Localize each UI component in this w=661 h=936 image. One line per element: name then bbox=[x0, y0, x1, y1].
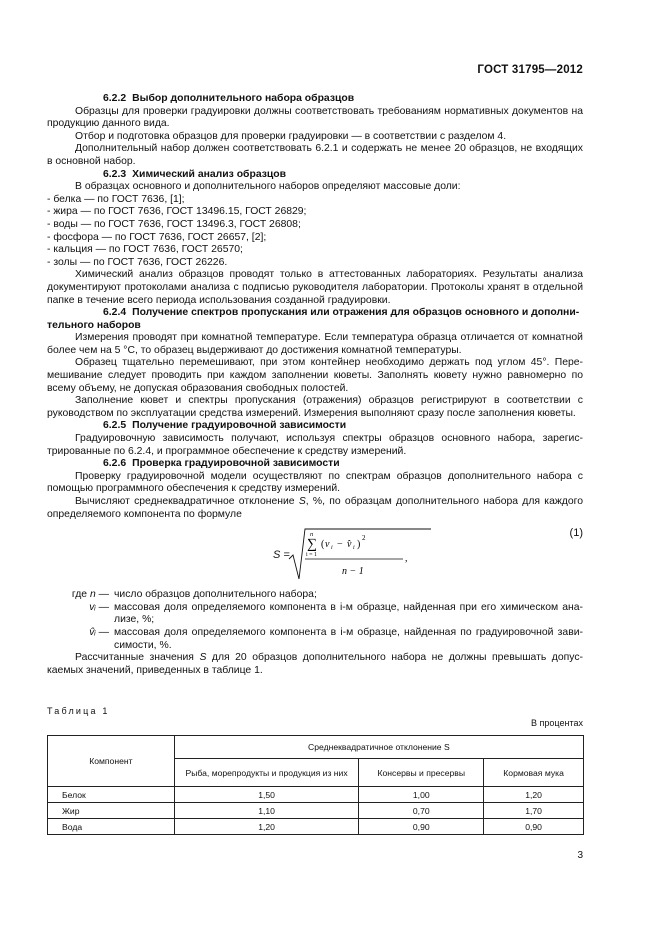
table-cell: 1,50 bbox=[174, 787, 359, 803]
table-cell: 1,20 bbox=[484, 787, 584, 803]
column-group-header: Среднеквадратичное отклонение S bbox=[174, 736, 583, 759]
sum-lower-limit: i = 1 bbox=[306, 552, 318, 559]
column-header: Рыба, морепродукты и продукция из них bbox=[174, 759, 359, 787]
table-units: В процентах bbox=[531, 718, 583, 728]
numerator-hat-sub: i bbox=[353, 545, 355, 552]
legend-dash: — bbox=[95, 601, 109, 613]
table-cell: 0,90 bbox=[484, 819, 584, 835]
page-body bbox=[47, 93, 583, 677]
section-heading-6-2-2 bbox=[47, 93, 583, 106]
variable: S bbox=[298, 496, 306, 507]
paragraph: Отбор и подготовка образцов для проверки градуировки — в соответствии с разделом 4. bbox=[75, 130, 507, 142]
variable-legend bbox=[47, 589, 583, 652]
paragraph-text: для 20 образцов дополнительного набора не должны превышать допускаемых значений, приведенных в таблице 1. bbox=[47, 652, 583, 676]
legend-prefix: где bbox=[71, 589, 90, 601]
legend-symbol: vᵢ bbox=[89, 601, 96, 613]
legend-definition: массовая доля определяемого компонента в i-м образце, найденная по градуировочной зависимости, %. bbox=[114, 626, 583, 651]
section-title: Химический анализ образцов bbox=[132, 168, 287, 180]
formula-trail: , bbox=[405, 553, 408, 565]
numerator-vhat: v̂ bbox=[347, 539, 352, 551]
paragraph: Градуировочную зависимость получают, используя спектры образцов основного набора, зарегистрированные по 6.2.4, и программное обеспечение к средству измерений. bbox=[47, 433, 583, 457]
paragraph: Образцы для проверки градуировки должны соответствовать требованиям нормативных документов на продукцию данного вида. bbox=[47, 105, 583, 130]
denominator: n − 1 bbox=[342, 566, 364, 578]
document-header-standard: ГОСТ 31795—2012 bbox=[477, 64, 583, 76]
legend-dash: — bbox=[95, 626, 109, 638]
legend-row bbox=[47, 627, 583, 652]
paragraph: Химический анализ образцов проводят только в аттестованных лабораториях. Результаты анализа документируют протоколами анализа с подписью руководителя лаборатории. Протоколы хранят в отдельной папке в течение всего периода использования созданной градуировки. bbox=[47, 269, 583, 306]
numerator-minus: − bbox=[337, 539, 343, 551]
numerator-open: ( bbox=[321, 539, 325, 551]
table-cell: 0,90 bbox=[359, 819, 484, 835]
section-title: Получение спектров пропускания или отражения для образцов основного и дополнительного наборов bbox=[47, 307, 580, 331]
legend-definition: массовая доля определяемого компонента в i-м образце, найденная при его химическом анализе, %; bbox=[114, 601, 583, 626]
list-item: - воды — по ГОСТ 7636, ГОСТ 13496.3, ГОСТ 26808; bbox=[47, 218, 301, 230]
section-number: 6.2.2 bbox=[103, 93, 127, 104]
legend-term bbox=[47, 627, 114, 652]
table-row bbox=[48, 787, 584, 803]
table-cell-component: Жир bbox=[48, 803, 175, 819]
column-header: Консервы и пресервы bbox=[359, 759, 484, 787]
paragraph: Заполнение кювет и спектры пропускания (отражения) образцов регистрируют в соответствии с руководством по эксплуатации средства измерений. Измерения выполняют сразу после заполнения кюветы. bbox=[47, 395, 583, 419]
legend-row bbox=[47, 589, 583, 602]
table-row bbox=[48, 803, 584, 819]
table-caption: Таблица 1 bbox=[47, 706, 110, 716]
table-row bbox=[48, 819, 584, 835]
legend-dash: — bbox=[95, 589, 109, 601]
section-heading-6-2-4 bbox=[47, 307, 583, 332]
section-heading-6-2-3 bbox=[47, 169, 583, 182]
numerator-close: ) bbox=[357, 539, 361, 551]
table-cell: 1,10 bbox=[174, 803, 359, 819]
list-item: - фосфора — по ГОСТ 7636, ГОСТ 26657, [2]; bbox=[47, 231, 267, 243]
table-cell-component: Белок bbox=[48, 787, 175, 803]
column-header: Кормовая мука bbox=[484, 759, 584, 787]
paragraph: Образец тщательно перемешивают, при этом контейнер необходимо держать под углом 45°. Перемешивание следует проводить при каждом заполнении кюветы. Заполнять кювету нужно равномерно по всему объему, не допуская образования свободных полостей. bbox=[47, 357, 583, 394]
table-header-row bbox=[48, 736, 584, 759]
data-table bbox=[47, 735, 584, 835]
list-item: - золы — по ГОСТ 7636, ГОСТ 26226. bbox=[47, 256, 228, 268]
numerator-v: v bbox=[325, 539, 330, 551]
section-title: Проверка градуировочной зависимости bbox=[132, 458, 340, 470]
paragraph bbox=[47, 496, 583, 521]
numerator-power: 2 bbox=[362, 534, 366, 543]
section-heading-6-2-5 bbox=[47, 420, 583, 433]
legend-definition: число образцов дополнительного набора; bbox=[114, 589, 317, 601]
section-number: 6.2.3 bbox=[103, 168, 127, 180]
list-item: - кальция — по ГОСТ 7636, ГОСТ 26570; bbox=[47, 244, 243, 256]
paragraph: Проверку градуировочной модели осуществляют по спектрам образцов дополнительного набора с помощью программного обеспечения к средству измерений. bbox=[47, 470, 583, 495]
sum-upper-limit: n bbox=[310, 531, 314, 539]
paragraph: Дополнительный набор должен соответствовать 6.2.1 и содержать не менее 20 образцов, не входящих в основной набор. bbox=[47, 143, 583, 167]
legend-symbol: v̂ᵢ bbox=[89, 626, 96, 638]
legend-symbol: n bbox=[89, 589, 96, 601]
paragraph-text: Рассчитанные значения bbox=[75, 652, 200, 664]
legend-term bbox=[47, 602, 114, 627]
sum-sign: ∑ bbox=[307, 537, 317, 553]
numerator-sub: i bbox=[331, 545, 333, 552]
variable: S bbox=[199, 652, 207, 664]
paragraph: Измерения проводят при комнатной температуре. Если температура образца отличается от комнатной более чем на 5 °С, то образец выдерживают до достижения комнатной температуры. bbox=[47, 332, 583, 356]
section-number: 6.2.4 bbox=[103, 307, 127, 319]
section-title: Выбор дополнительного набора образцов bbox=[132, 93, 355, 104]
section-number: 6.2.6 bbox=[103, 458, 127, 470]
section-title: Получение градуировочной зависимости bbox=[132, 420, 347, 432]
legend-term bbox=[47, 589, 114, 602]
list-item: - жира — по ГОСТ 7636, ГОСТ 13496.15, ГОСТ 26829; bbox=[47, 206, 307, 218]
section-number: 6.2.5 bbox=[103, 420, 127, 432]
formula-number: (1) bbox=[569, 527, 583, 540]
table-cell: 1,20 bbox=[174, 819, 359, 835]
formula-lhs: S = bbox=[273, 549, 290, 562]
column-header-component: Компонент bbox=[48, 736, 175, 787]
table-cell: 1,00 bbox=[359, 787, 484, 803]
paragraph bbox=[47, 652, 583, 677]
section-heading-6-2-6 bbox=[47, 458, 583, 471]
paragraph: В образцах основного и дополнительного наборов определяют массовые доли: bbox=[75, 181, 461, 193]
formula-sqrt-fraction bbox=[283, 527, 433, 585]
paragraph-text: Вычисляют среднеквадратичное отклонение bbox=[75, 496, 299, 507]
legend-row bbox=[47, 602, 583, 627]
table-cell-component: Вода bbox=[48, 819, 175, 835]
paragraph-text: , %, по образцам дополнительного набора для каждого определяемого компонента по формуле bbox=[47, 496, 583, 520]
table-cell: 0,70 bbox=[359, 803, 484, 819]
list-item: - белка — по ГОСТ 7636, [1]; bbox=[47, 193, 185, 205]
page-number: 3 bbox=[577, 850, 583, 861]
formula-block bbox=[47, 527, 583, 585]
table-cell: 1,70 bbox=[484, 803, 584, 819]
